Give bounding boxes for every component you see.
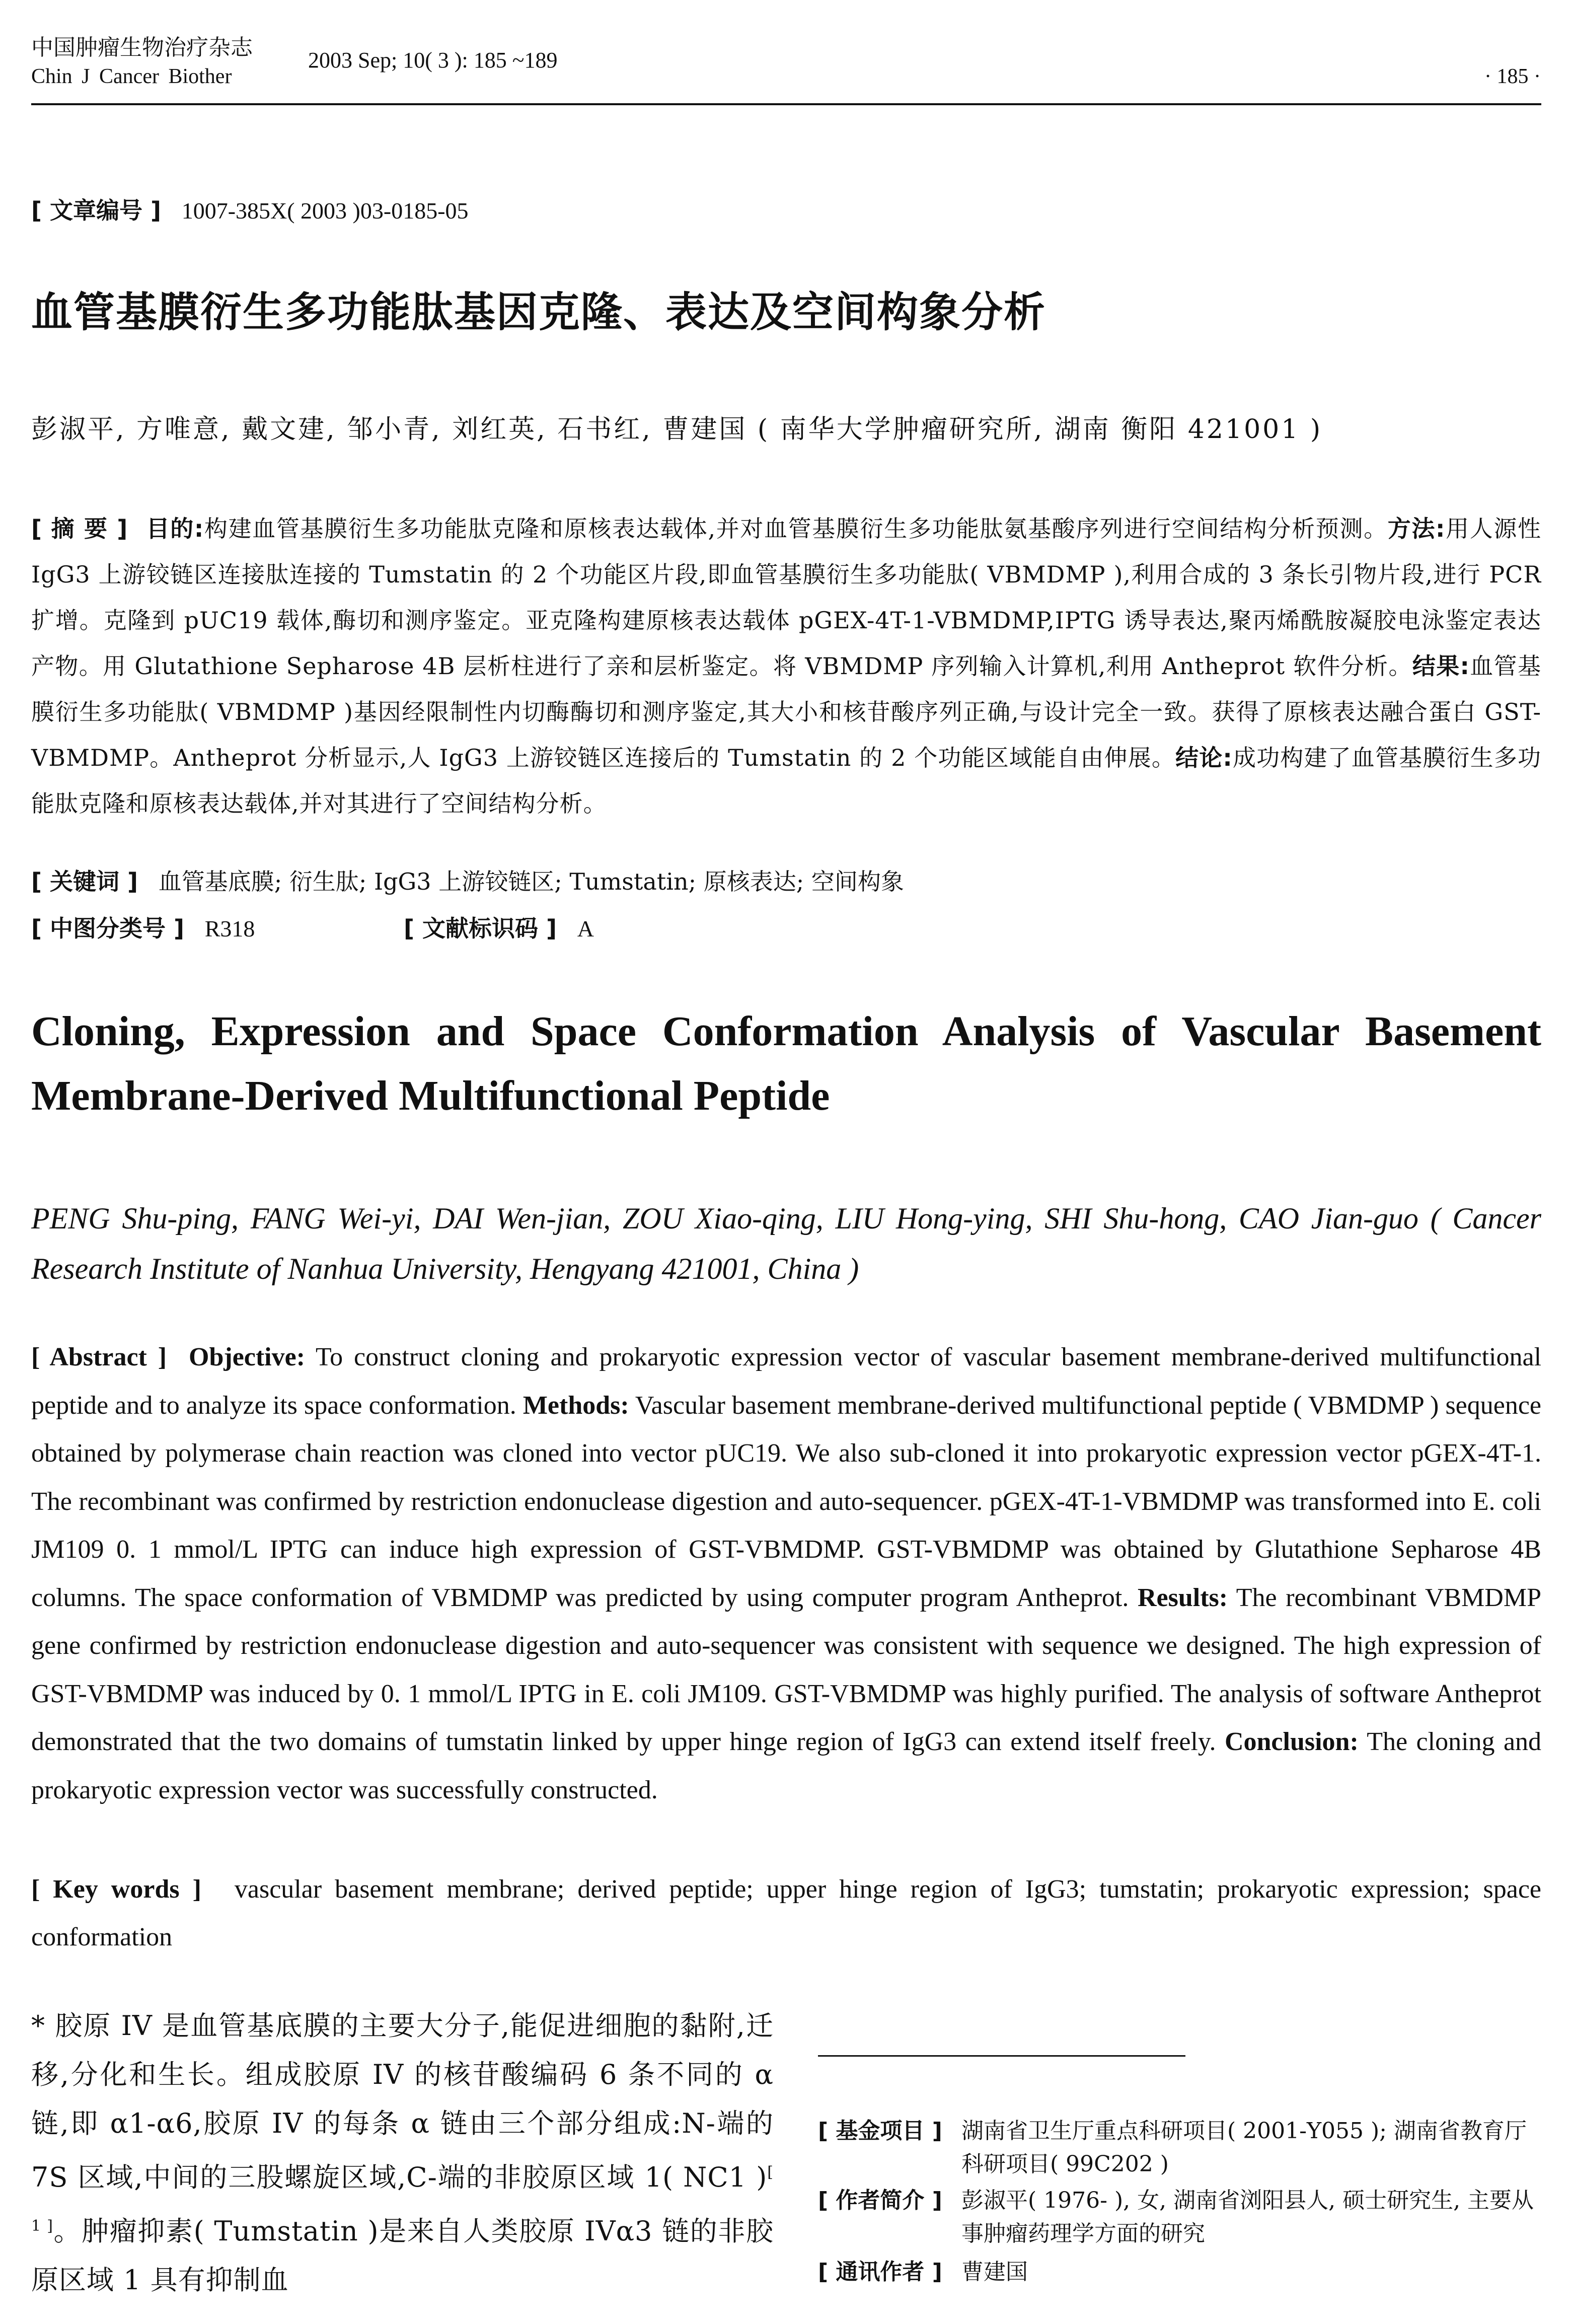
reference-citation-1[interactable]: [ 1 ] (31, 2163, 774, 2235)
footnote-author-bio (818, 2184, 1543, 2250)
keywords-en (31, 1865, 1541, 1961)
document-code-value: A (577, 916, 594, 941)
body-paragraph-1-start: * 胶原 IV 是血管基底膜的主要大分子,能促进细胞的黏附,迁移,分化和生长。组成胶原 IV 的核苷酸编码 6 条不同的 α 链,即 α1-α6,胶原 IV 的每条 α 链由三个部分组成:N-端的 7S 区域,中间的三股螺旋区域,C-端的非胶原区域 1( NC1 ) (31, 2010, 774, 2193)
footnote-funding-label: [ 基金项目 ] (818, 2118, 942, 2144)
document-code (404, 910, 594, 943)
footnote-funding-text: 湖南省卫生厅重点科研项目( 2001-Y055 ); 湖南省教育厅科研项目( 99C202 ) (961, 2118, 1527, 2177)
footnote-funding (818, 2115, 1543, 2181)
classification-label: [ 中图分类号 ] (31, 915, 185, 942)
classification-number (31, 910, 255, 943)
abstract-en-label: [ Abstract ] (31, 1343, 167, 1371)
title-cn: 血管基膜衍生多功能肽基因克隆、表达及空间构象分析 (31, 288, 1046, 336)
article-number-value: 1007-385X( 2003 )03-0185-05 (181, 198, 469, 224)
abstract-cn-label: [ 摘 要 ] (31, 515, 128, 542)
keywords-cn (31, 863, 904, 897)
keywords-en-value: vascular basement membrane; derived peptide; upper hinge region of IgG3; tumstatin; prokaryotic expression; space conformation (31, 1875, 1542, 1951)
body-paragraph-1-end: 。肿瘤抑素( Tumstatin )是来自人类胶原 IVα3 链的非胶原区域 1 具有抑制血 (31, 2215, 774, 2296)
abstract-en-methods-label: Methods: (522, 1391, 629, 1420)
abstract-en-conclusion-label: Conclusion: (1224, 1727, 1359, 1756)
classification-value: R318 (204, 916, 255, 941)
abstract-en-results: The recombinant VBMDMP gene confirmed by restriction endonuclease digestion and auto-sequencer was consistent with sequence we designed. The high expression of GST-VBMDMP was induced by 0. 1 mmol/L IPTG in E. coli JM109. GST-VBMDMP was highly purified. The analysis of software Antheprot demonstrated that the two domains of tumstatin linked by upper hinge region of IgG3 can extend itself freely. (31, 1583, 1541, 1756)
abstract-en (31, 1333, 1541, 1814)
header-rule (31, 103, 1541, 105)
journal-name-cn: 中国肿瘤生物治疗杂志 (31, 35, 253, 60)
abstract-en-results-label: Results: (1137, 1583, 1228, 1612)
footnote-rule (818, 2055, 1185, 2057)
title-en: Cloning, Expression and Space Conformation Analysis of Vascular Basement Membrane-Derived Multifunctional Peptide (31, 1008, 1541, 1119)
abstract-cn-results-label: 结果: (1412, 652, 1470, 680)
abstract-cn-methods-label: 方法: (1387, 515, 1446, 542)
keywords-cn-label: [ 关键词 ] (31, 868, 138, 895)
abstract-cn (31, 506, 1541, 827)
keywords-en-label: [ Key words ] (31, 1875, 201, 1904)
abstract-cn-objective: 构建血管基膜衍生多功能肽克隆和原核表达载体,并对血管基膜衍生多功能肽氨基酸序列进行空间结构分析预测。 (204, 515, 1388, 542)
document-code-label: [ 文献标识码 ] (404, 915, 557, 942)
page-number: · 185 · (1484, 65, 1541, 88)
abstract-cn-conclusion: 成功构建了血管基膜衍生多功能肽克隆和原核表达载体,并对其进行了空间结构分析。 (31, 744, 1541, 817)
abstract-cn-conclusion-label: 结论: (1175, 744, 1233, 771)
footnote-corr-text: 曹建国 (961, 2259, 1028, 2285)
footnote-author-text: 彭淑平( 1976- ), 女, 湖南省浏阳县人, 硕士研究生, 主要从事肿瘤药理学方面的研究 (961, 2188, 1534, 2246)
journal-name-en: Chin J Cancer Biother (31, 65, 232, 88)
body-text-left-column (31, 2001, 774, 2304)
abstract-cn-objective-label: 目的: (146, 515, 204, 542)
abstract-en-objective-label: Objective: (189, 1343, 306, 1371)
abstract-en-conclusion: The cloning and prokaryotic expression vector was successfully constructed. (31, 1727, 1542, 1804)
authors-cn: 彭淑平, 方唯意, 戴文建, 邹小青, 刘红英, 石书红, 曹建国 ( 南华大学肿瘤研究所, 湖南 衡阳 421001 ) (31, 414, 1323, 445)
abstract-cn-results: 血管基膜衍生多功能肽( VBMDMP )基因经限制性内切酶酶切和测序鉴定,其大小和核苷酸序列正确,与设计完全一致。获得了原核表达融合蛋白 GST-VBMDMP。Antheprot 分析显示,人 IgG3 上游铰链区连接后的 Tumstatin 的 2 个功能区域能自由伸展。 (31, 652, 1541, 771)
abstract-cn-methods: 用人源性 IgG3 上游铰链区连接肽连接的 Tumstatin 的 2 个功能区片段,即血管基膜衍生多功能肽( VBMDMP ),利用合成的 3 条长引物片段,进行 PCR 扩增。克隆到 pUC19 载体,酶切和测序鉴定。亚克隆构建原核表达载体 pGEX-4T-1-VBMDMP,IPTG 诱导表达,聚丙烯酰胺凝胶电泳鉴定表达产物。用 Glutathione Sepharose 4B 层析柱进行了亲和层析鉴定。将 VBMDMP 序列输入计算机,利用 Antheprot 软件分析。 (31, 515, 1541, 680)
footnote-author-label: [ 作者简介 ] (818, 2188, 942, 2213)
abstract-en-objective: To construct cloning and prokaryotic expression vector of vascular basement membrane-derived multifunctional peptide and to analyze its space conformation. (31, 1343, 1542, 1420)
issue-info: 2003 Sep; 10( 3 ): 185 ~189 (308, 48, 558, 72)
article-number (31, 192, 469, 226)
footnote-corresponding-author (818, 2256, 1543, 2289)
keywords-cn-value: 血管基底膜; 衍生肽; IgG3 上游铰链区; Tumstatin; 原核表达; 空间构象 (158, 868, 904, 895)
footnote-corr-label: [ 通讯作者 ] (818, 2259, 942, 2285)
article-number-label: [ 文章编号 ] (31, 197, 162, 224)
authors-en: PENG Shu-ping, FANG Wei-yi, DAI Wen-jian, ZOU Xiao-qing, LIU Hong-ying, SHI Shu-hong, CAO Jian-guo ( Cancer Research Institute of Nanhua University, Hengyang 421001, China ) (31, 1202, 1541, 1285)
abstract-en-methods: Vascular basement membrane-derived multifunctional peptide ( VBMDMP ) sequence obtained by polymerase chain reaction was cloned into vector pUC19. We also sub-cloned it into prokaryotic expression vector pGEX-4T-1. The recombinant was confirmed by restriction endonuclease digestion and auto-sequencer. pGEX-4T-1-VBMDMP was transformed into E. coli JM109 0. 1 mmol/L IPTG can induce high expression of GST-VBMDMP. GST-VBMDMP was obtained by Glutathione Sepharose 4B columns. The space conformation of VBMDMP was predicted by using computer program Antheprot. (31, 1391, 1541, 1612)
